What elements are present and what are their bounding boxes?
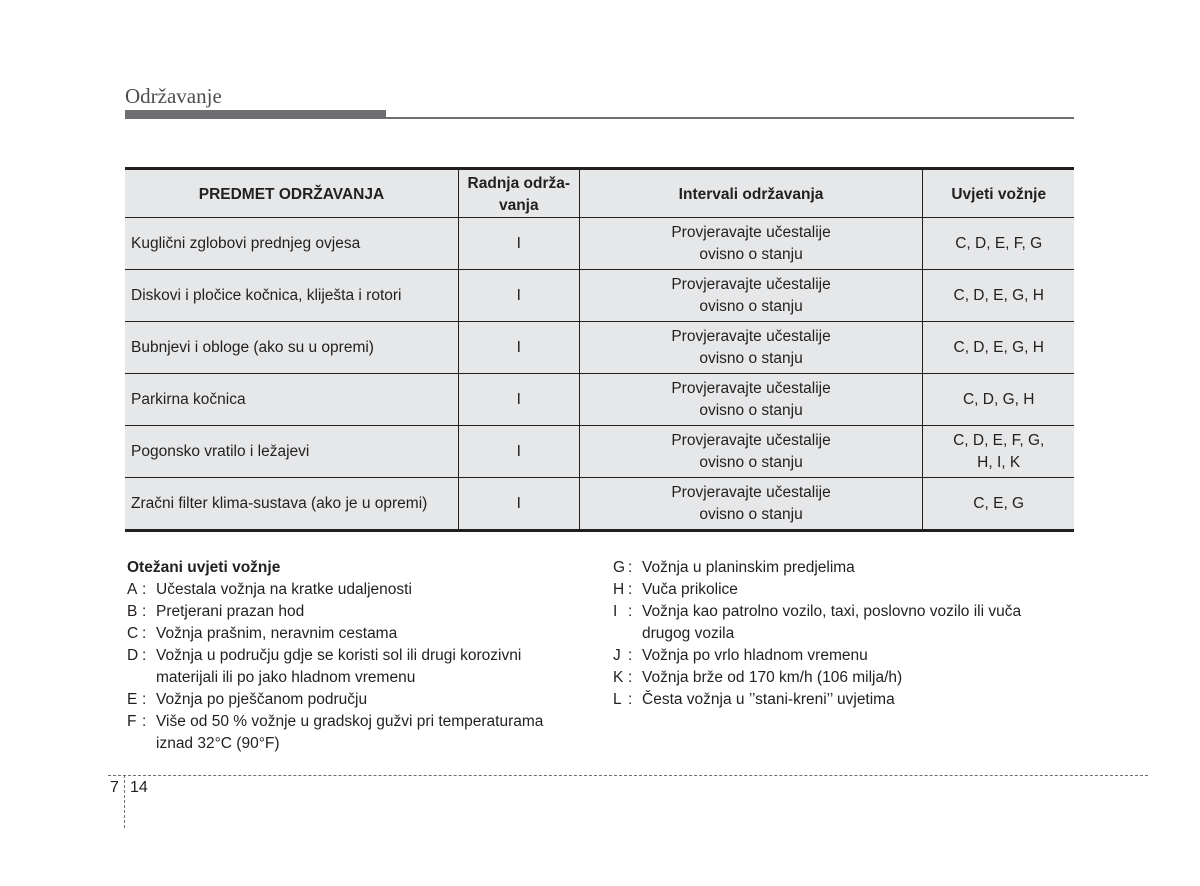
header-text: PREDMET ODRŽAVANJA [198, 185, 385, 203]
legend-text: Vožnja po vrlo hladnom vremenu [642, 647, 868, 664]
action-cell [458, 218, 579, 270]
conditions-text: C, D, G, H [962, 390, 1035, 408]
conditions-cell [923, 478, 1074, 531]
maintenance-item-text: Zračni filter klima-sustava (ako je u opremi) [131, 494, 428, 512]
interval-cell [579, 270, 923, 322]
column-header-conditions [923, 169, 1074, 218]
legend-separator: : [142, 603, 147, 620]
legend-item [613, 601, 1063, 645]
legend-text: Učestala vožnja na kratke udaljenosti [156, 581, 412, 598]
interval-text: Provjeravajte učestalije ovisno o stanju [671, 327, 831, 367]
legend-separator: : [142, 713, 147, 730]
legend-letter: D [127, 647, 139, 664]
conditions-cell [923, 218, 1074, 270]
maintenance-item-text: Parkirna kočnica [131, 390, 246, 408]
header-text: Intervali održavanja [678, 185, 824, 203]
legend-text: Vožnja prašnim, neravnim cestama [156, 625, 398, 642]
legend-item [127, 623, 577, 645]
legend-item [613, 689, 1063, 711]
conditions-cell [923, 322, 1074, 374]
legend-separator: : [628, 603, 633, 620]
column-header-item [125, 169, 458, 218]
column-header-action [458, 169, 579, 218]
interval-cell [579, 426, 923, 478]
legend-separator: : [142, 691, 147, 708]
action-text: I [516, 338, 521, 356]
conditions-cell [923, 374, 1074, 426]
legend-text: Vuča prikolice [642, 581, 738, 598]
maintenance-item-text: Bubnjevi i obloge (ako su u opremi) [131, 338, 374, 356]
legend-letter: E [127, 691, 138, 708]
maintenance-item-text: Pogonsko vratilo i ležajevi [131, 442, 310, 460]
action-text: I [516, 234, 521, 252]
legend-letter: A [127, 581, 138, 598]
header-text: Uvjeti vožnje [951, 185, 1047, 203]
legend-separator: : [628, 691, 633, 708]
legend-item [613, 557, 1063, 579]
header-text: Radnja održa- vanja [467, 174, 571, 214]
legend-item [613, 579, 1063, 601]
legend-separator: : [142, 581, 147, 598]
legend-left-column [127, 557, 577, 755]
conditions-text: C, D, E, F, G [955, 234, 1043, 252]
action-cell [458, 374, 579, 426]
table-header-row [125, 169, 1074, 218]
conditions-cell [923, 426, 1074, 478]
footer-divider [124, 775, 125, 828]
legend-item [127, 601, 577, 623]
table-row [125, 270, 1074, 322]
interval-text: Provjeravajte učestalije ovisno o stanju [671, 431, 831, 471]
legend-letter: G [613, 559, 626, 576]
legend-item [127, 579, 577, 601]
interval-cell [579, 322, 923, 374]
legend-list-left [127, 579, 577, 755]
legend-separator: : [628, 581, 633, 598]
action-cell [458, 322, 579, 374]
legend-separator: : [628, 647, 633, 664]
maintenance-item-cell [125, 322, 458, 374]
legend-text: Vožnja po pješčanom području [156, 691, 368, 708]
legend-separator: : [628, 669, 633, 686]
page-header-title: Održavanje [125, 84, 222, 108]
legend-text: Vožnja brže od 170 km/h (106 milja/h) [642, 669, 903, 686]
interval-cell [579, 478, 923, 531]
maintenance-item-cell [125, 478, 458, 531]
legend-item [613, 645, 1063, 667]
legend-text: Više od 50 % vožnje u gradskoj gužvi pri temperaturama iznad 32°C (90°F) [156, 713, 544, 752]
maintenance-table [125, 167, 1074, 532]
legend-item [127, 645, 577, 689]
maintenance-item-cell [125, 218, 458, 270]
legend-text: Vožnja kao patrolno vozilo, taxi, poslovno vozilo ili vuča drugog vozila [642, 603, 1022, 642]
legend-text: Vožnja u području gdje se koristi sol ili drugi korozivni materijali ili po jako hladnom vremenu [156, 647, 522, 686]
conditions-text: C, D, E, F, G, H, I, K [953, 431, 1045, 471]
legend-text: Pretjerani prazan hod [156, 603, 305, 620]
legend-letter: F [127, 713, 137, 730]
maintenance-item-cell [125, 270, 458, 322]
legend-item [127, 689, 577, 711]
legend-letter: L [613, 691, 622, 708]
interval-cell [579, 218, 923, 270]
table-row [125, 374, 1074, 426]
conditions-text: C, E, G [973, 494, 1025, 512]
page-number: 14 [130, 779, 148, 796]
action-text: I [516, 390, 521, 408]
table-row [125, 478, 1074, 531]
legend-letter: B [127, 603, 138, 620]
legend-letter: C [127, 625, 139, 642]
interval-text: Provjeravajte učestalije ovisno o stanju [671, 379, 831, 419]
legend-list-right [613, 557, 1063, 711]
maintenance-item-cell [125, 374, 458, 426]
footer-rule [108, 775, 1148, 776]
action-text: I [516, 494, 521, 512]
column-header-interval [579, 169, 923, 218]
legend-separator: : [142, 647, 147, 664]
legend-text: Vožnja u planinskim predjelima [642, 559, 855, 576]
maintenance-item-cell [125, 426, 458, 478]
interval-cell [579, 374, 923, 426]
maintenance-item-text: Kuglični zglobovi prednjeg ovjesa [131, 234, 361, 252]
legend-letter: H [613, 581, 625, 598]
conditions-cell [923, 270, 1074, 322]
legend-text: Česta vožnja u ’’stani-kreni’’ uvjetima [642, 691, 895, 708]
legend-item [127, 711, 577, 755]
conditions-text: C, D, E, G, H [953, 338, 1044, 356]
interval-text: Provjeravajte učestalije ovisno o stanju [671, 483, 831, 523]
action-cell [458, 270, 579, 322]
legend-separator: : [628, 559, 633, 576]
legend-letter: K [613, 669, 624, 686]
conditions-text: C, D, E, G, H [953, 286, 1044, 304]
legend-right-column [613, 557, 1063, 711]
legend-letter: I [613, 603, 618, 620]
table-row [125, 322, 1074, 374]
maintenance-item-text: Diskovi i pločice kočnica, kliješta i rotori [131, 286, 402, 304]
action-cell [458, 478, 579, 531]
legend-item [613, 667, 1063, 689]
legend-title: Otežani uvjeti vožnje [127, 559, 281, 576]
table-row [125, 218, 1074, 270]
table-row [125, 426, 1074, 478]
action-text: I [516, 442, 521, 460]
interval-text: Provjeravajte učestalije ovisno o stanju [671, 223, 831, 263]
header-rule [125, 117, 1074, 119]
legend-letter: J [613, 647, 621, 664]
table-body [125, 218, 1074, 531]
action-text: I [516, 286, 521, 304]
chapter-number: 7 [110, 779, 119, 796]
interval-text: Provjeravajte učestalije ovisno o stanju [671, 275, 831, 315]
action-cell [458, 426, 579, 478]
legend-separator: : [142, 625, 147, 642]
